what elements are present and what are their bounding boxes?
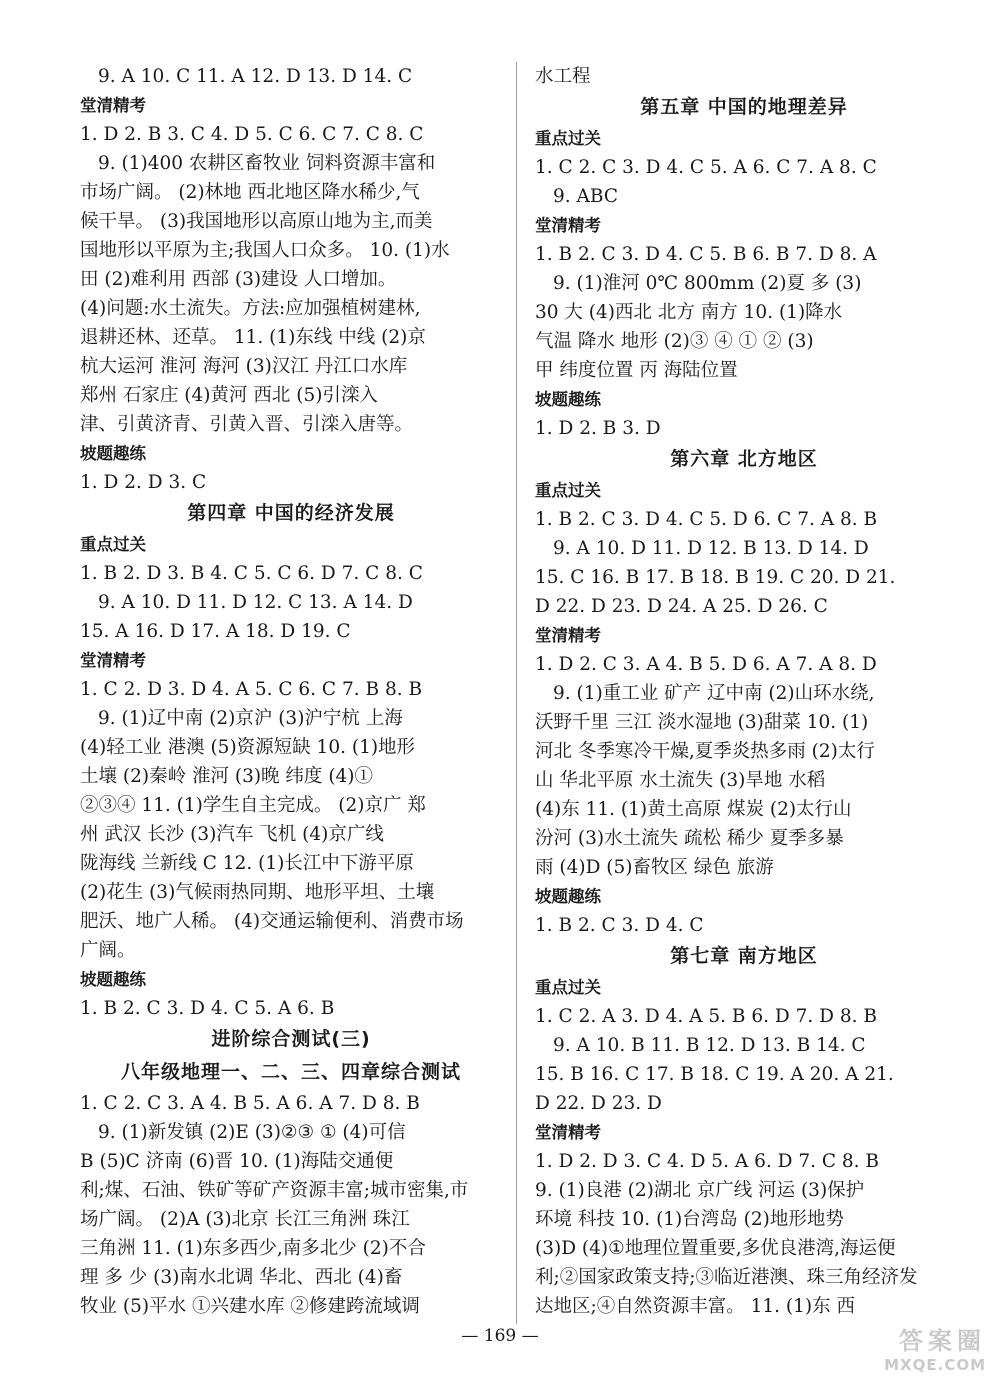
answer-line: 15. B 16. C 17. B 18. C 19. A 20. A 21.: [535, 1064, 894, 1085]
answer-line: 1. B 2. D 3. B 4. C 5. C 6. D 7. C 8. C: [80, 563, 423, 584]
section-heading: 堂清精考: [80, 96, 146, 115]
answer-line: 1. B 2. C 3. D 4. C 5. B 6. B 7. D 8. A: [535, 244, 877, 265]
page-number: — 169 —: [461, 1326, 539, 1346]
answer-line: 理 多 少 (3)南水北调 华北、西北 (4)畜: [80, 1267, 403, 1288]
answer-line: 环境 科技 10. (1)台湾岛 (2)地形地势: [535, 1209, 844, 1230]
answer-line: 1. B 2. C 3. D 4. C 5. D 6. C 7. A 8. B: [535, 509, 878, 530]
answer-line: 1. B 2. C 3. D 4. C 5. A 6. B: [80, 998, 335, 1019]
section-heading: 重点过关: [535, 978, 601, 997]
answer-line: 利;煤、石油、铁矿等矿产资源丰富;城市密集,市: [80, 1180, 469, 1201]
section-heading: 坡题趣练: [80, 444, 146, 463]
answer-line: 退耕还林、还草。 11. (1)东线 中线 (2)京: [80, 327, 426, 348]
answer-line: 汾河 (3)水土流失 疏松 稀少 夏季多暴: [535, 828, 844, 849]
answer-line: 山 华北平原 水土流失 (3)旱地 水稻: [535, 770, 826, 791]
answer-line: 1. D 2. B 3. C 4. D 5. C 6. C 7. C 8. C: [80, 124, 424, 145]
right-column: [535, 62, 953, 1321]
answer-line: 达地区;④自然资源丰富。 11. (1)东 西: [535, 1296, 856, 1317]
answer-line: 津、引黄济青、引黄入晋、引滦入唐等。: [80, 414, 414, 435]
answer-line: 15. A 16. D 17. A 18. D 19. C: [80, 621, 351, 642]
answer-line: 市场广阔。 (2)林地 西北地区降水稀少,气: [80, 182, 420, 203]
answer-line: 1. D 2. B 3. D: [535, 418, 661, 439]
answer-line: 雨 (4)D (5)畜牧区 绿色 旅游: [535, 857, 774, 878]
answer-line: 郑州 石家庄 (4)黄河 西北 (5)引滦入: [80, 385, 378, 406]
answer-line: 9. A 10. D 11. D 12. B 13. D 14. D: [553, 538, 869, 559]
answer-line: 15. C 16. B 17. B 18. B 19. C 20. D 21.: [535, 567, 896, 588]
section-heading: 重点过关: [535, 481, 601, 500]
answer-line: 1. B 2. C 3. D 4. C: [535, 915, 704, 936]
watermark-logo: [858, 1321, 986, 1377]
section-heading: 堂清精考: [535, 626, 601, 645]
section-heading: 堂清精考: [535, 216, 601, 235]
answer-line: 9. (1)良港 (2)湖北 京广线 河运 (3)保护: [535, 1180, 865, 1201]
answer-line: 9. A 10. C 11. A 12. D 13. D 14. C: [98, 66, 413, 87]
answer-line: 1. C 2. C 3. A 4. B 5. A 6. A 7. D 8. B: [80, 1093, 420, 1114]
answer-line: (2)花生 (3)气候雨热同期、地形平坦、土壤: [80, 882, 435, 903]
answer-line: D 22. D 23. D: [535, 1093, 662, 1114]
answer-line: 1. D 2. C 3. A 4. B 5. D 6. A 7. A 8. D: [535, 654, 877, 675]
answer-line: 9. (1)淮河 0℃ 800mm (2)夏 多 (3): [553, 273, 862, 294]
answer-line: (4)轻工业 港澳 (5)资源短缺 10. (1)地形: [80, 737, 416, 758]
answer-line: 三角洲 11. (1)东多西少,南多北少 (2)不合: [80, 1238, 426, 1259]
answer-line: 候干旱。 (3)我国地形以高原山地为主,而美: [80, 211, 433, 232]
answer-line: 利;②国家政策支持;③临近港澳、珠三角经济发: [535, 1267, 918, 1288]
answer-line: 河北 冬季寒冷干燥,夏季炎热多雨 (2)太行: [535, 741, 875, 762]
answer-line: 30 大 (4)西北 北方 南方 10. (1)降水: [535, 302, 843, 323]
answer-line: 肥沃、地广人稀。 (4)交通运输便利、消费市场: [80, 911, 464, 932]
section-heading: 坡题趣练: [80, 970, 146, 989]
chapter-title: 第七章 南方地区: [670, 945, 818, 967]
answer-line: 国地形以平原为主;我国人口众多。 10. (1)水: [80, 240, 450, 261]
answer-line: 1. C 2. D 3. D 4. A 5. C 6. C 7. B 8. B: [80, 679, 423, 700]
section-heading: 堂清精考: [80, 651, 146, 670]
answer-line: 牧业 (5)平水 ①兴建水库 ②修建跨流域调: [80, 1296, 420, 1317]
answer-line: 场广阔。 (2)A (3)北京 长江三角洲 珠江: [80, 1209, 410, 1230]
answer-line: 州 武汉 长沙 (3)汽车 飞机 (4)京广线: [80, 824, 384, 845]
answer-line: 土壤 (2)秦岭 淮河 (3)晚 纬度 (4)①: [80, 766, 374, 787]
answer-line: 杭大运河 淮河 海河 (3)汉江 丹江口水库: [80, 356, 408, 377]
answer-line: ②③④ 11. (1)学生自主完成。 (2)京广 郑: [80, 795, 426, 816]
answer-line: 9. (1)辽中南 (2)京沪 (3)沪宁杭 上海: [98, 708, 403, 729]
section-heading: 重点过关: [535, 129, 601, 148]
section-heading: 重点过关: [80, 535, 146, 554]
answer-line: 9. (1)新发镇 (2)E (3)②③ ① (4)可信: [98, 1122, 406, 1143]
answer-line: 1. D 2. D 3. C: [80, 472, 207, 493]
answer-line: 9. ABC: [553, 186, 618, 207]
answer-line: 1. D 2. D 3. C 4. D 5. A 6. D 7. C 8. B: [535, 1151, 880, 1172]
chapter-title: 八年级地理一、二、三、四章综合测试: [120, 1061, 461, 1083]
answer-line: 9. A 10. B 11. B 12. D 13. B 14. C: [553, 1035, 866, 1056]
section-heading: 坡题趣练: [535, 390, 601, 409]
answer-line: 沃野千里 三江 淡水湿地 (3)甜菜 10. (1): [535, 712, 869, 733]
answer-line: 1. C 2. C 3. D 4. C 5. A 6. C 7. A 8. C: [535, 157, 877, 178]
answer-line: 9. A 10. D 11. D 12. C 13. A 14. D: [98, 592, 413, 613]
answer-line: B (5)C 济南 (6)晋 10. (1)海陆交通便: [80, 1151, 394, 1172]
answer-line: (4)东 11. (1)黄土高原 煤炭 (2)太行山: [535, 799, 852, 820]
answer-line: 田 (2)难利用 西部 (3)建设 人口增加。: [80, 269, 397, 290]
answer-line: 陇海线 兰新线 C 12. (1)长江中下游平原: [80, 853, 414, 874]
chapter-title: 第四章 中国的经济发展: [187, 502, 395, 524]
column-divider: [516, 62, 517, 1324]
answer-line: 气温 降水 地形 (2)③ ④ ① ② (3): [535, 331, 814, 352]
answer-line: D 22. D 23. D 24. A 25. D 26. C: [535, 596, 828, 617]
chapter-title: 进阶综合测试(三): [211, 1028, 371, 1050]
answer-line: (3)D (4)①地理位置重要,多优良港湾,海运便: [535, 1238, 896, 1259]
section-heading: 坡题趣练: [535, 887, 601, 906]
answer-line: 广阔。: [80, 940, 136, 961]
chapter-title: 第六章 北方地区: [670, 448, 818, 470]
answer-line: (4)问题:水土流失。方法:应加强植树建林,: [80, 298, 421, 319]
section-heading: 堂清精考: [535, 1123, 601, 1142]
answer-line: 水工程: [535, 66, 591, 87]
answer-line: 甲 纬度位置 丙 海陆位置: [535, 360, 738, 381]
answer-line: 9. (1)400 农耕区畜牧业 饲料资源丰富和: [98, 153, 436, 174]
left-column: [80, 62, 502, 1321]
answer-line: 1. C 2. A 3. D 4. A 5. B 6. D 7. D 8. B: [535, 1006, 877, 1027]
watermark-text-top: 答案圈: [899, 1327, 986, 1355]
answer-line: 9. (1)重工业 矿产 辽中南 (2)山环水绕,: [553, 683, 875, 704]
watermark-text-bottom: MXQE.COM: [884, 1356, 986, 1374]
chapter-title: 第五章 中国的地理差异: [640, 96, 848, 118]
